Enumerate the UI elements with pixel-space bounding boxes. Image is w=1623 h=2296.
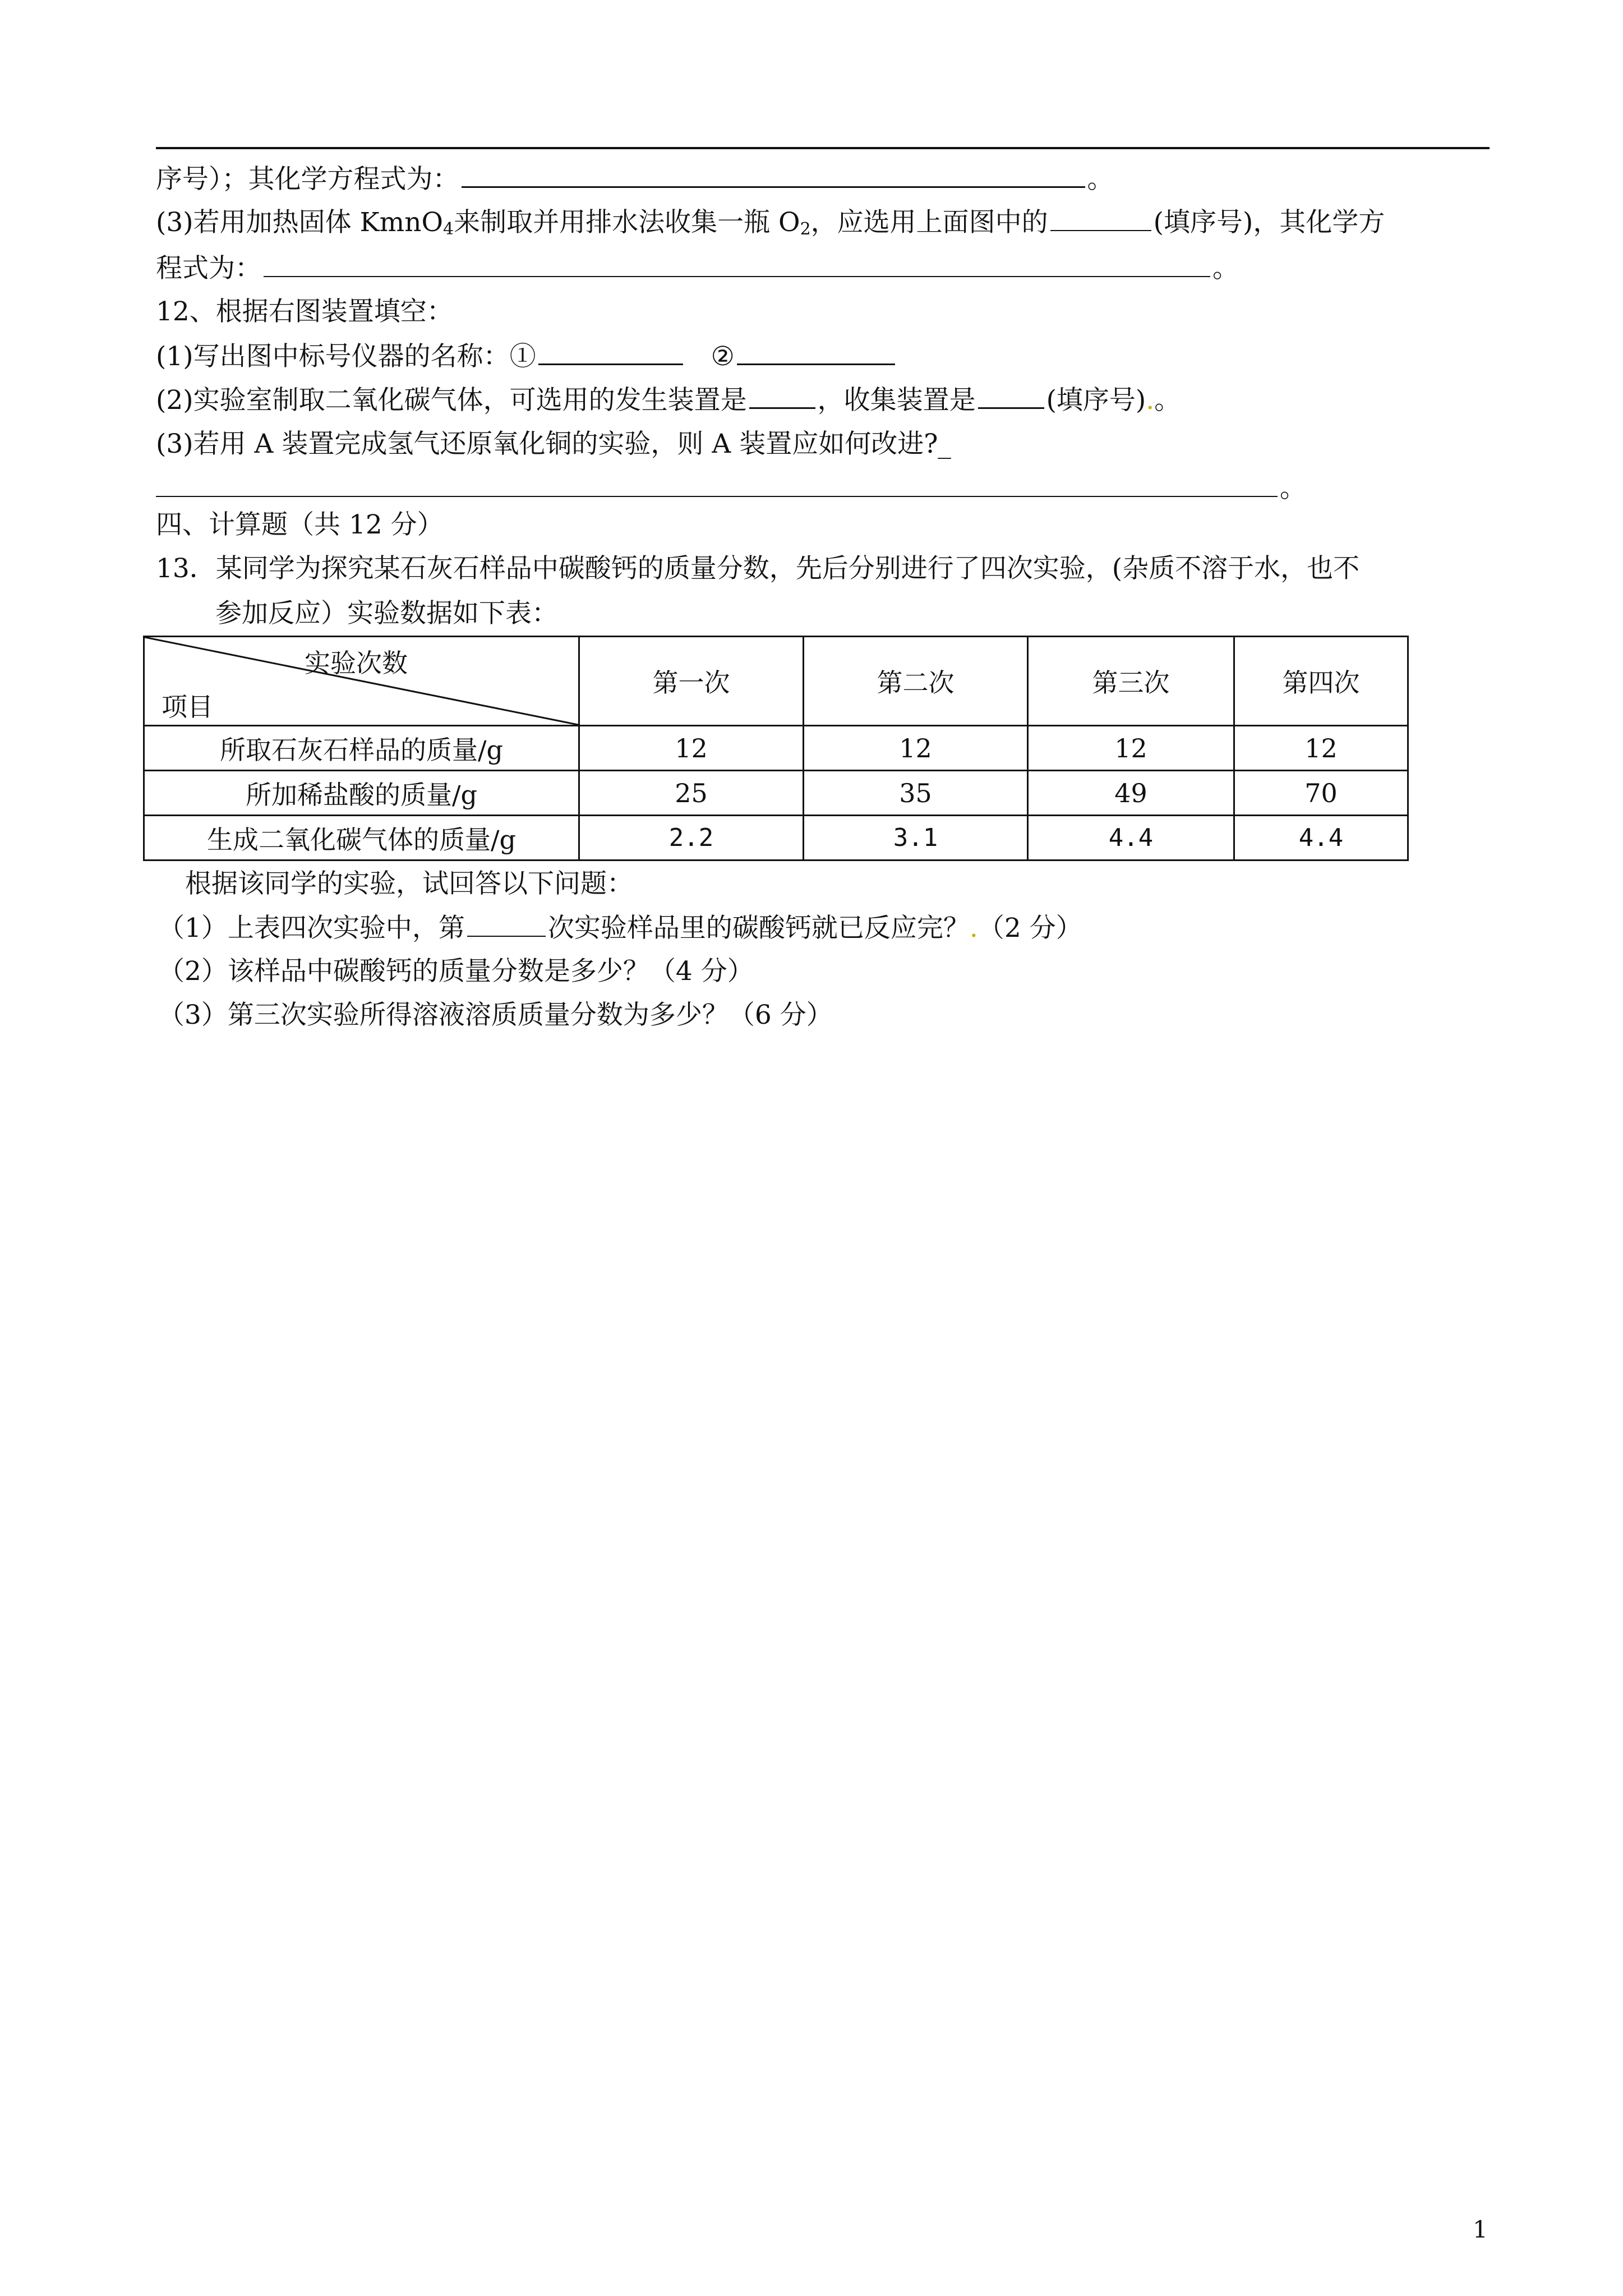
question-11-3-equation — [156, 251, 1239, 286]
text: ，收集装置是 — [817, 385, 976, 416]
text: 次实验样品里的碳酸钙就已反应完？ — [547, 913, 970, 944]
table-cell: 25 — [579, 771, 804, 816]
table-cell: 35 — [804, 771, 1028, 816]
text: （2）该样品中碳酸钙的质量分数是多少？（4 分） — [158, 956, 754, 987]
text: . — [1146, 385, 1155, 416]
text: 。 — [1280, 473, 1306, 504]
text: (3)若用加热固体 KmnO — [156, 207, 443, 238]
text: 根据该同学的实验，试回答以下问题： — [185, 868, 633, 899]
table-cell: 4.4 — [1028, 816, 1234, 861]
table-cell: 3.1 — [804, 816, 1028, 861]
text: 四、计算题（共 12 分） — [156, 509, 444, 540]
corner-header-bottom: 项目 — [162, 692, 213, 722]
answer-blank — [264, 251, 1210, 277]
text: 来制取并用排水法收集一瓶 O — [454, 207, 800, 238]
question-12-2 — [156, 383, 1181, 417]
text: 序号）；其化学方程式为： — [156, 164, 459, 195]
page-number: 1 — [1473, 2216, 1488, 2243]
subscript: 4 — [443, 219, 454, 239]
question-12-1 — [156, 339, 897, 374]
text: 。 — [1087, 164, 1114, 195]
table-row — [144, 771, 1408, 816]
section-heading — [156, 508, 444, 542]
data-table — [143, 636, 1407, 858]
text: （3）第三次实验所得溶液溶质质量分数为多少？（6 分） — [158, 1000, 833, 1030]
text: ② — [711, 341, 735, 372]
column-header: 第二次 — [804, 637, 1028, 726]
table-cell: 49 — [1028, 771, 1234, 816]
table-cell: 70 — [1234, 771, 1408, 816]
table-cell: 4.4 — [1234, 816, 1408, 861]
question-13-2 — [158, 955, 754, 988]
row-label: 所取石灰石样品的质量/g — [144, 726, 579, 771]
text: （1）上表四次实验中，第 — [158, 913, 465, 944]
text: ，应选用上面图中的 — [810, 207, 1048, 238]
subscript: 2 — [800, 219, 811, 239]
question-13 — [156, 552, 1359, 586]
instruction-line — [185, 867, 633, 901]
text: (填序号) — [1046, 385, 1146, 416]
column-header: 第一次 — [579, 637, 804, 726]
corner-cell — [144, 637, 579, 726]
text: （2 分） — [978, 913, 1082, 944]
text: (3)若用 A 装置完成氢气还原氧化铜的实验，则 A 装置应如何改进?_ — [156, 429, 951, 459]
question-12-3-answer — [156, 471, 1306, 505]
text: 12、根据右图装置填空： — [156, 296, 453, 327]
corner-header-top: 实验次数 — [305, 648, 408, 678]
question-13-1 — [158, 911, 1082, 945]
table-cell: 12 — [1234, 726, 1408, 771]
top-rule — [156, 147, 1490, 149]
answer-blank — [737, 339, 895, 365]
text: 参加反应）实验数据如下表： — [215, 598, 558, 629]
answer-blank — [978, 383, 1044, 409]
question-13-3 — [158, 999, 833, 1032]
column-header: 第四次 — [1234, 637, 1408, 726]
column-header: 第三次 — [1028, 637, 1234, 726]
answer-blank — [462, 162, 1085, 188]
table-header-row — [144, 637, 1408, 726]
question-12-title — [156, 295, 453, 329]
text: 程式为： — [156, 253, 261, 284]
answer-blank — [156, 471, 1278, 497]
table-cell: 12 — [804, 726, 1028, 771]
text: (2)实验室制取二氧化碳气体，可选用的发生装置是 — [156, 385, 747, 416]
text: . — [969, 913, 978, 944]
answer-blank — [1050, 205, 1151, 231]
table-cell: 2.2 — [579, 816, 804, 861]
question-13-continued — [215, 597, 558, 631]
text: 。 — [1154, 385, 1181, 416]
text: 。 — [1212, 253, 1239, 284]
row-label: 所加稀盐酸的质量/g — [144, 771, 579, 816]
table-row — [144, 816, 1408, 861]
question-11-3 — [156, 205, 1385, 240]
answer-blank — [538, 339, 683, 365]
question-11-2-continuation — [156, 162, 1114, 196]
answer-blank — [467, 911, 546, 937]
table-cell: 12 — [1028, 726, 1234, 771]
table-row — [144, 726, 1408, 771]
text: (1)写出图中标号仪器的名称：① — [156, 341, 536, 372]
row-label: 生成二氧化碳气体的质量/g — [144, 816, 579, 861]
text: 13．某同学为探究某石灰石样品中碳酸钙的质量分数，先后分别进行了四次实验，(杂质不溶于水，也不 — [156, 553, 1360, 584]
table-cell: 12 — [579, 726, 804, 771]
question-12-3 — [156, 427, 951, 461]
text: (填序号)，其化学方 — [1153, 207, 1385, 238]
answer-blank — [749, 383, 815, 409]
